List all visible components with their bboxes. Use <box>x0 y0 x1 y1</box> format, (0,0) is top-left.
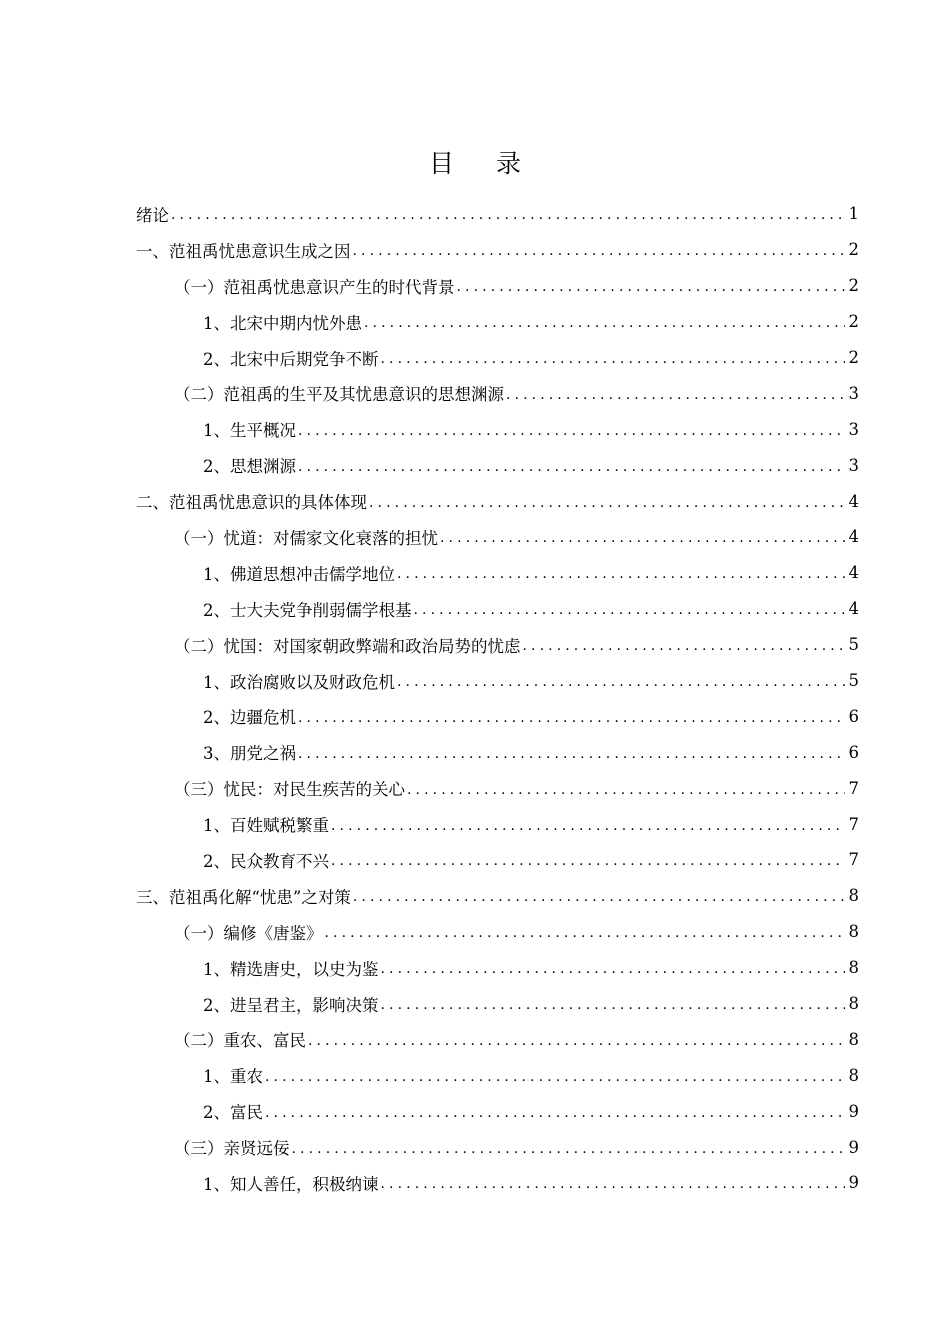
toc-entry[interactable] <box>136 986 859 1022</box>
toc-entry[interactable] <box>136 555 859 591</box>
toc-page-number: 4 <box>848 599 859 619</box>
toc-dot-leader <box>298 744 845 764</box>
toc-page-number: 2 <box>848 240 859 260</box>
toc-dot-leader <box>440 528 845 548</box>
toc-entry-title: 1、知人善任，积极纳谏 <box>203 1171 381 1195</box>
toc-entry[interactable] <box>136 447 859 483</box>
toc-entry-title: 1、生平概况 <box>203 417 298 441</box>
toc-entry-title: 2、进呈君主，影响决策 <box>203 992 381 1016</box>
toc-page-number: 8 <box>848 994 859 1014</box>
toc-entry-title: （一）范祖禹忧患意识产生的时代背景 <box>174 274 457 298</box>
toc-page-number: 4 <box>848 527 859 547</box>
toc-dot-leader <box>369 493 845 513</box>
toc-dot-leader <box>265 1103 845 1123</box>
toc-dot-leader <box>353 241 846 261</box>
toc-page-number: 1 <box>848 204 859 224</box>
toc-entry-title: （二）范祖禹的生平及其忧患意识的思想渊源 <box>174 381 506 405</box>
toc-page-number: 7 <box>848 850 859 870</box>
toc-page-number: 2 <box>848 348 859 367</box>
toc-page-number: 8 <box>848 922 859 942</box>
toc-page-number: 6 <box>848 742 859 762</box>
toc-dot-leader <box>331 816 845 836</box>
toc-entry[interactable] <box>136 411 859 447</box>
toc-page-number: 9 <box>848 1101 859 1121</box>
toc-page-number: 4 <box>848 563 859 583</box>
toc-dot-leader <box>381 349 846 369</box>
table-of-contents <box>136 196 859 1201</box>
toc-entry-title: 绪论 <box>136 202 171 226</box>
toc-dot-leader <box>325 923 846 943</box>
toc-entry[interactable] <box>136 1021 859 1057</box>
toc-entry-title: （二）忧国：对国家朝政弊端和政治局势的忧虑 <box>174 633 523 657</box>
toc-entry-title: （一）编修《唐鉴》 <box>174 920 325 944</box>
toc-entry[interactable] <box>136 734 859 770</box>
toc-entry[interactable] <box>136 519 859 555</box>
toc-entry[interactable] <box>136 483 859 519</box>
toc-entry-title: 一、范祖禹忧患意识生成之因 <box>136 238 353 262</box>
toc-entry-title: 1、重农 <box>203 1063 265 1087</box>
toc-entry-title: 1、政治腐败以及财政危机 <box>203 669 397 693</box>
toc-entry[interactable] <box>136 268 859 304</box>
toc-entry-title: （三）亲贤远佞 <box>174 1135 292 1159</box>
toc-page-number: 8 <box>848 958 859 978</box>
toc-page-number: 8 <box>848 1065 859 1085</box>
toc-dot-leader <box>407 780 845 800</box>
toc-dot-leader <box>331 851 845 871</box>
toc-page-number: 3 <box>848 383 859 403</box>
toc-entry-title: （二）重农、富民 <box>174 1027 308 1051</box>
toc-title: 目录 <box>428 149 563 178</box>
toc-dot-leader <box>523 636 846 656</box>
toc-entry[interactable] <box>136 770 859 806</box>
toc-entry[interactable] <box>136 698 859 734</box>
toc-entry-title: 2、民众教育不兴 <box>203 848 331 872</box>
toc-dot-leader <box>381 959 846 979</box>
toc-page-number: 4 <box>848 491 859 511</box>
toc-entry[interactable] <box>136 627 859 663</box>
toc-dot-leader <box>308 1031 845 1051</box>
toc-page-number: 6 <box>848 706 859 726</box>
toc-entry[interactable] <box>136 950 859 986</box>
toc-dot-leader <box>364 313 845 333</box>
toc-entry[interactable] <box>136 1129 859 1165</box>
toc-entry[interactable] <box>136 878 859 914</box>
toc-entry[interactable] <box>136 914 859 950</box>
toc-page-number: 7 <box>848 814 859 834</box>
toc-entry-title: 1、佛道思想冲击儒学地位 <box>203 561 397 585</box>
toc-page-number: 5 <box>848 635 859 655</box>
toc-entry[interactable] <box>136 591 859 627</box>
toc-entry[interactable] <box>136 806 859 842</box>
toc-dot-leader <box>457 277 846 297</box>
toc-dot-leader <box>381 1174 846 1194</box>
toc-entry-title: 1、精选唐史，以史为鉴 <box>203 956 381 980</box>
toc-page-number: 2 <box>848 276 859 296</box>
toc-entry-title: 2、富民 <box>203 1099 265 1123</box>
toc-entry[interactable] <box>136 375 859 411</box>
toc-entry-title: 3、朋党之祸 <box>203 740 298 764</box>
toc-entry[interactable] <box>136 340 859 376</box>
toc-dot-leader <box>292 1139 846 1159</box>
toc-entry-title: 2、思想渊源 <box>203 453 298 477</box>
toc-dot-leader <box>381 995 846 1015</box>
toc-dot-leader <box>298 457 845 477</box>
toc-dot-leader <box>397 672 845 692</box>
toc-dot-leader <box>397 564 845 584</box>
toc-entry-title: 2、士大夫党争削弱儒学根基 <box>203 597 414 621</box>
toc-page-number: 9 <box>848 1137 859 1157</box>
toc-page-number: 2 <box>848 312 859 332</box>
toc-page-number: 3 <box>848 455 859 475</box>
toc-entry[interactable] <box>136 842 859 878</box>
toc-entry-title: 三、范祖禹化解“忧患”之对策 <box>136 884 353 908</box>
toc-dot-leader <box>298 421 845 441</box>
toc-entry-title: （三）忧民：对民生疾苦的关心 <box>174 776 407 800</box>
toc-entry[interactable] <box>136 304 859 340</box>
toc-entry[interactable] <box>136 1057 859 1093</box>
toc-dot-leader <box>171 205 845 225</box>
toc-entry-title: 1、北宋中期内忧外患 <box>203 310 364 334</box>
toc-entry[interactable] <box>136 1093 859 1129</box>
toc-dot-leader <box>414 600 846 620</box>
toc-entry-title: （一）忧道：对儒家文化衰落的担忧 <box>174 525 440 549</box>
toc-entry[interactable] <box>136 1165 859 1201</box>
toc-dot-leader <box>353 887 845 907</box>
toc-page-number: 7 <box>848 778 859 798</box>
toc-entry-title: 2、边疆危机 <box>203 704 298 728</box>
toc-entry-title: 二、范祖禹忧患意识的具体体现 <box>136 489 369 513</box>
toc-entry[interactable] <box>136 232 859 268</box>
toc-entry[interactable] <box>136 663 859 699</box>
toc-entry[interactable] <box>136 196 859 232</box>
toc-dot-leader <box>298 708 845 728</box>
toc-dot-leader <box>506 385 845 405</box>
toc-entry-title: 2、北宋中后期党争不断 <box>203 346 381 370</box>
toc-page-number: 9 <box>848 1173 859 1193</box>
toc-page-number: 5 <box>848 671 859 691</box>
toc-page-number: 8 <box>848 886 859 906</box>
toc-dot-leader <box>265 1067 845 1087</box>
toc-page-number: 8 <box>848 1029 859 1049</box>
toc-page-number: 3 <box>848 419 859 439</box>
toc-entry-title: 1、百姓赋税繁重 <box>203 812 331 836</box>
